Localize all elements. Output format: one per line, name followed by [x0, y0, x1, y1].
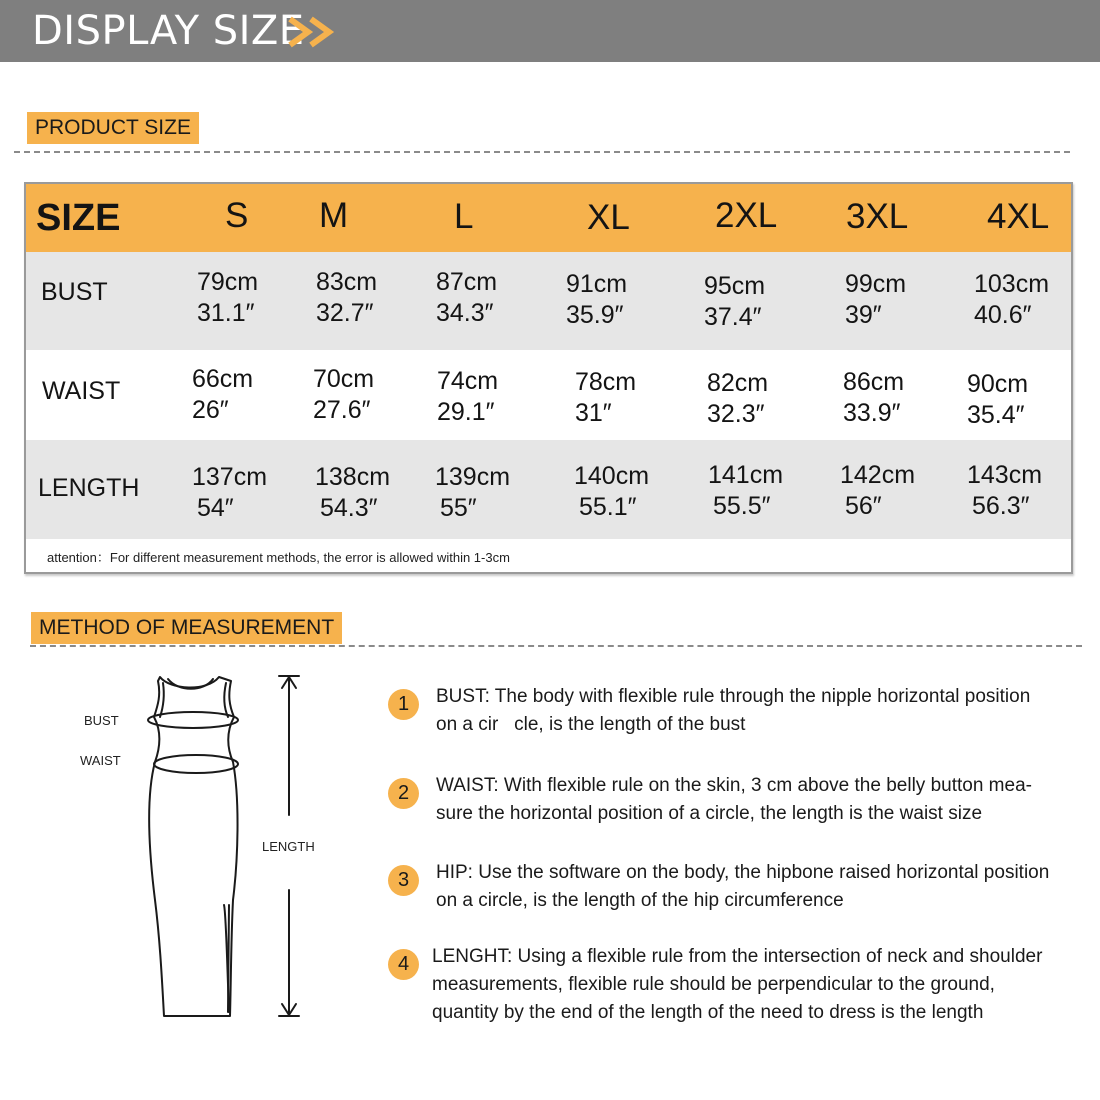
table-cell: 141cm 55.5″	[708, 461, 784, 520]
size-header-label: SIZE	[36, 197, 121, 239]
step-number-badge: 2	[388, 778, 419, 809]
table-cell: 137cm 54″	[192, 463, 268, 522]
step-text: LENGHT: Using a flexible rule from the intersection of neck and shoulder measurements, flexible rule should be perpendicular to the ground, quantity by the end of the length of the need to dress is the length	[432, 946, 1043, 1023]
table-cell: 90cm 35.4″	[967, 370, 1029, 429]
row-label: WAIST	[42, 377, 121, 405]
size-header-cell: 4XL	[987, 197, 1050, 236]
size-header-cell: M	[319, 196, 349, 235]
table-cell: 66cm 26″	[192, 365, 254, 424]
table-cell: 139cm 55″	[435, 463, 511, 522]
size-header-cell: L	[454, 197, 474, 236]
table-row	[26, 350, 1071, 440]
figure-label-length: LENGTH	[262, 839, 315, 854]
figure-label-waist: WAIST	[80, 753, 121, 768]
size-header-cell: 2XL	[715, 196, 778, 235]
size-table	[24, 182, 1073, 574]
product-size-label: PRODUCT SIZE	[27, 112, 199, 144]
table-cell: 95cm 37.4″	[704, 272, 766, 331]
table-cell: 91cm 35.9″	[566, 270, 628, 329]
figure-label-bust: BUST	[84, 713, 119, 728]
table-cell: 87cm 34.3″	[436, 268, 498, 327]
divider	[30, 645, 1082, 647]
page-title: DISPLAY SIZE	[32, 8, 305, 54]
table-cell: 138cm 54.3″	[315, 463, 391, 522]
row-label: BUST	[41, 278, 108, 306]
table-cell: 82cm 32.3″	[707, 369, 769, 428]
size-header-row	[26, 184, 1071, 252]
header-bar	[0, 0, 1100, 62]
table-cell: 83cm 32.7″	[316, 268, 378, 327]
table-cell: 142cm 56″	[840, 461, 916, 520]
table-cell: 79cm 31.1″	[197, 268, 259, 327]
step-text: HIP: Use the software on the body, the hipbone raised horizontal position on a circle, is the length of the hip circumference	[436, 862, 1050, 911]
table-cell: 103cm 40.6″	[974, 270, 1050, 329]
table-row	[26, 440, 1071, 539]
attention-note: attention：For different measurement methods, the error is allowed within 1-3cm	[47, 550, 510, 565]
table-cell: 86cm 33.9″	[843, 368, 905, 427]
double-chevron-right-icon	[287, 16, 339, 48]
step-text: WAIST: With flexible rule on the skin, 3 cm above the belly button mea- sure the horizontal position of a circle, the length is the waist size	[436, 775, 1032, 824]
step-number-badge: 4	[388, 949, 419, 980]
row-label: LENGTH	[38, 474, 140, 502]
divider	[14, 151, 1070, 153]
table-cell: 78cm 31″	[575, 368, 637, 427]
table-cell: 70cm 27.6″	[313, 365, 375, 424]
size-header-cell: 3XL	[846, 197, 909, 236]
table-cell: 99cm 39″	[845, 270, 907, 329]
table-cell: 140cm 55.1″	[574, 462, 650, 521]
step-number-badge: 3	[388, 865, 419, 896]
method-label: METHOD OF MEASUREMENT	[31, 612, 342, 644]
size-header-cell: XL	[587, 198, 630, 237]
table-cell: 143cm 56.3″	[967, 461, 1043, 520]
table-row	[26, 252, 1071, 350]
step-text: BUST: The body with flexible rule through the nipple horizontal position on a cir cle, is the length of the bust	[436, 686, 1031, 735]
step-number-badge: 1	[388, 689, 419, 720]
size-header-cell: S	[225, 196, 249, 235]
table-cell: 74cm 29.1″	[437, 367, 499, 426]
